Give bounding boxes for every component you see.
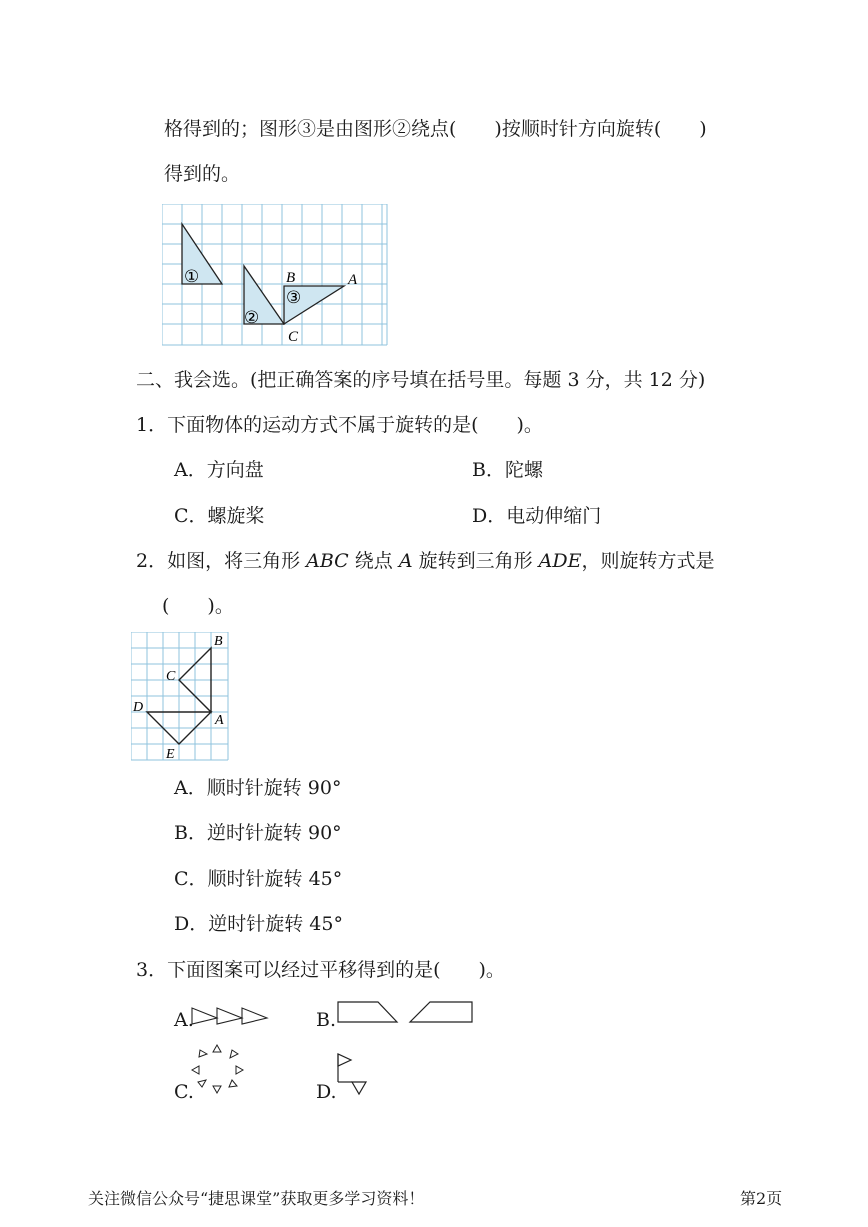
q2-option-b: B．逆时针旋转 90° xyxy=(174,822,342,844)
footer-promo: 关注微信公众号“捷思课堂”获取更多学习资料！ xyxy=(88,1189,425,1208)
label-c: C xyxy=(166,669,176,684)
q3-option-d-figure xyxy=(334,1052,370,1096)
q2-option-d: D．逆时针旋转 45° xyxy=(174,913,343,935)
q1-option-c: C．螺旋桨 xyxy=(174,505,265,527)
q3-option-c-figure xyxy=(188,1040,248,1096)
q1-option-b: B．陀螺 xyxy=(472,459,543,481)
label-a: A xyxy=(215,713,224,728)
q3-option-b-figure xyxy=(334,1000,476,1026)
label-e: E xyxy=(166,747,175,762)
q1-option-a: A．方向盘 xyxy=(174,459,264,481)
page-number: 第2页 xyxy=(740,1189,783,1208)
label-point-b: B xyxy=(286,270,296,286)
q2-option-c: C．顺时针旋转 45° xyxy=(174,868,343,890)
q3-option-a-label: A. xyxy=(174,1009,194,1031)
q3-option-a-figure xyxy=(190,1006,270,1028)
label-d: D xyxy=(133,700,144,715)
question-line-end: 得到的。 xyxy=(164,163,241,185)
question-line-continuation: 格得到的；图形③是由图形②绕点( )按顺时针方向旋转( ) xyxy=(164,118,707,140)
q1-option-d: D．电动伸缩门 xyxy=(472,505,602,527)
label-shape-2: ② xyxy=(244,308,260,327)
question-3: 3．下面图案可以经过平移得到的是( )。 xyxy=(136,959,505,981)
q3-option-d-label: D. xyxy=(316,1081,337,1103)
question-2-blank: ( )。 xyxy=(162,595,234,617)
label-shape-3: ③ xyxy=(286,288,302,307)
q2-option-a: A．顺时针旋转 90° xyxy=(174,777,342,799)
label-b: B xyxy=(214,634,223,649)
question-1: 1．下面物体的运动方式不属于旋转的是( )。 xyxy=(136,414,543,436)
q3-option-c-label: C. xyxy=(174,1081,194,1103)
rotation-figure-2 xyxy=(131,632,231,762)
section-heading: 二、我会选。(把正确答案的序号填在括号里。每题 3 分，共 12 分) xyxy=(136,369,706,391)
q3-option-b-label: B. xyxy=(316,1009,337,1031)
label-shape-1: ① xyxy=(184,267,200,286)
label-point-a: A xyxy=(348,272,358,288)
label-point-c: C xyxy=(288,329,299,345)
question-2: 2．如图，将三角形 ABC 绕点 A 旋转到三角形 ADE，则旋转方式是 xyxy=(136,550,715,572)
rotation-figure-1 xyxy=(162,204,388,346)
